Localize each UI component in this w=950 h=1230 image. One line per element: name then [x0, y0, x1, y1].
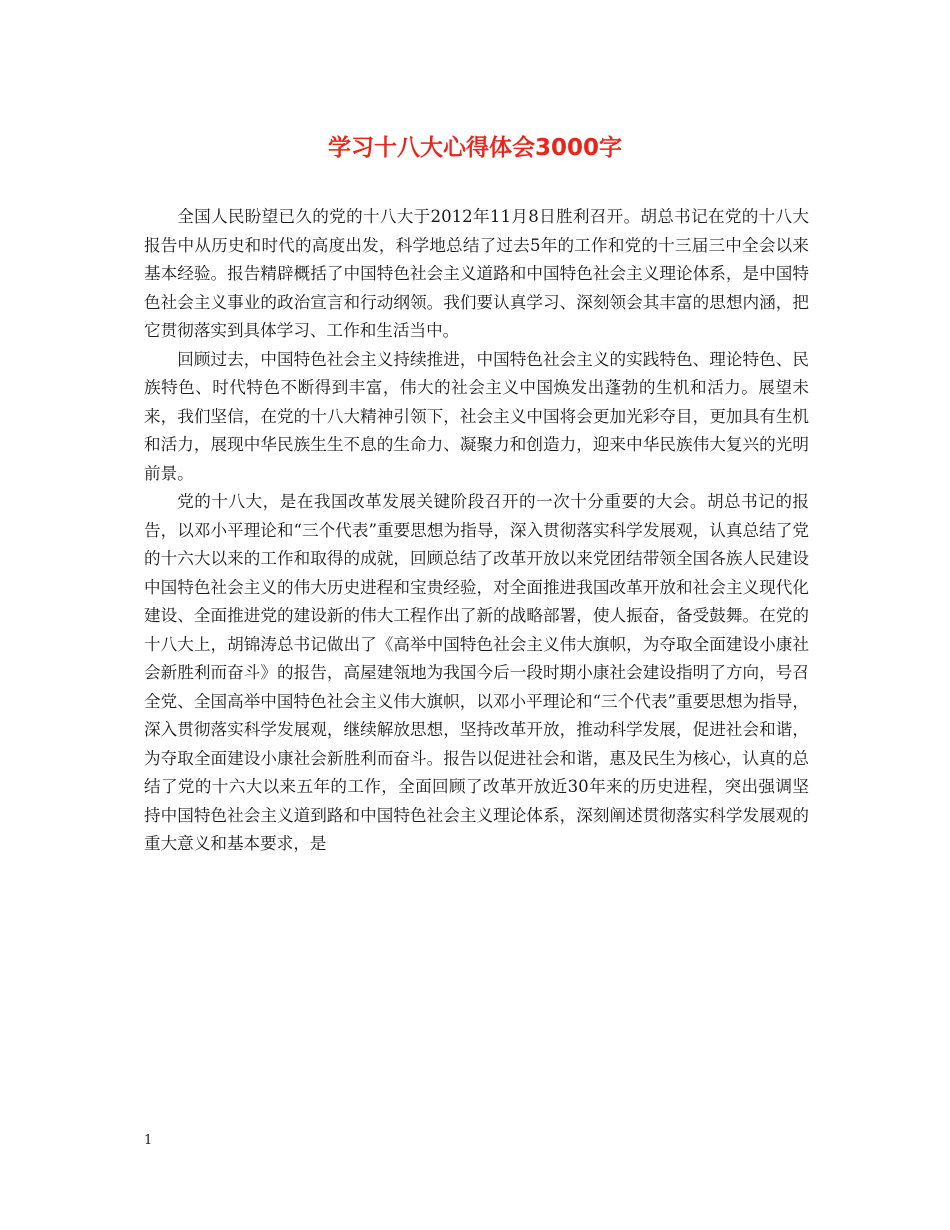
document-body — [144, 203, 809, 859]
page-number: 1 — [144, 1133, 153, 1148]
paragraph-2: 回顾过去，中国特色社会主义持续推进，中国特色社会主义的实践特色、理论特色、民族特色、时代特色不断得到丰富，伟大的社会主义中国焕发出蓬勃的生机和活力。展望未来，我们坚信，在党的十八大精神引领下，社会主义中国将会更加光彩夺目，更加具有生机和活力，展现中华民族生生不息的生命力、凝聚力和创造力，迎来中华民族伟大复兴的光明前景。 — [144, 349, 809, 483]
document-title: 学习十八大心得体会3000字 — [327, 135, 622, 161]
paragraph-3: 党的十八大，是在我国改革发展关键阶段召开的一次十分重要的大会。胡总书记的报告，以邓小平理论和“三个代表”重要思想为指导，深入贯彻落实科学发展观，认真总结了党的十六大以来的工作和取得的成就，回顾总结了改革开放以来党团结带领全国各族人民建设中国特色社会主义的伟大历史进程和宝贵经验，对全面推进我国改革开放和社会主义现代化建设、全面推进党的建设新的伟大工程作出了新的战略部署，使人振奋，备受鼓舞。在党的十八大上，胡锦涛总书记做出了《高举中国特色社会主义伟大旗帜，为夺取全面建设小康社会新胜利而奋斗》的报告，高屋建瓴地为我国今后一段时期小康社会建设指明了方向，号召全党、全国高举中国特色社会主义伟大旗帜，以邓小平理论和“三个代表”重要思想为指导，深入贯彻落实科学发展观，继续解放思想，坚持改革开放，推动科学发展，促进社会和谐，为夺取全面建设小康社会新胜利而奋斗。报告以促进社会和谐，惠及民生为核心，认真的总结了党的十六大以来五年的工作，全面回顾了改革开放近30年来的历史进程，突出强调坚持中国特色社会主义道到路和中国特色社会主义理论体系，深刻阐述贯彻落实科学发展观的重大意义和基本要求，是 — [144, 492, 809, 853]
paragraph-1: 全国人民盼望已久的党的十八大于2012年11月8日胜利召开。胡总书记在党的十八大报告中从历史和时代的高度出发，科学地总结了过去5年的工作和党的十三届三中全会以来基本经验。报告精辟概括了中国特色社会主义道路和中国特色社会主义理论体系，是中国特色社会主义事业的政治宣言和行动纲领。我们要认真学习、深刻领会其丰富的思想内涵，把它贯彻落实到具体学习、工作和生活当中。 — [144, 207, 809, 340]
